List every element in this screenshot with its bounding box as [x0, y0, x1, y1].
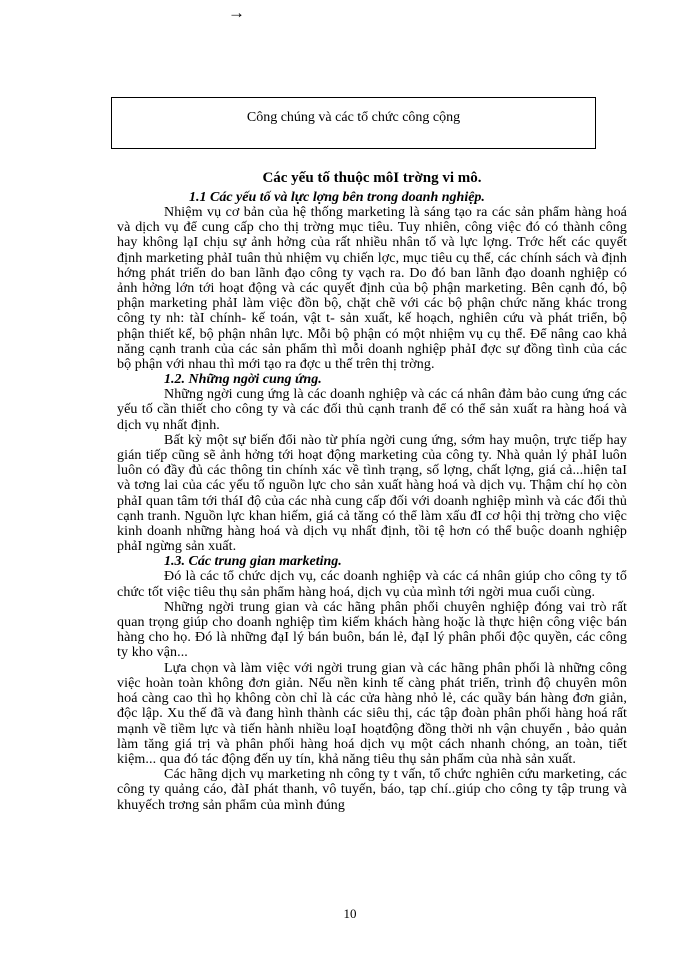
box-title: Công chúng và các tổ chức công cộng	[246, 110, 461, 125]
paragraph-3: Bất kỳ một sự biến đổi nào từ phía ngời cung ứng, sớm hay muộn, trực tiếp hay gián tiếp cũng sẽ ảnh hởng tới hoạt động marketing của công ty. Nhà quản lý phảI luôn luôn có đầy đủ các thông tin chính xác về tình trạng, số lợng, chất lợng, giá cả...hiện taI và tơng lai của các yếu tố nguồn lực cho sản xuất hàng hoá và dịch vụ. Thậm chí họ còn phảI quan tâm tới tháI độ của các nhà cung cấp đối với doanh nghiệp mình và các đối thủ cạnh tranh. Nguồn lực khan hiếm, giá cả tăng có thể làm xấu đI cơ hội thị trờng cho việc kinh doanh những hàng hoá và dịch vụ nhất định, tồi tệ hơn có thể buộc doanh nghiệp phảI ngừng sản xuất.	[117, 432, 627, 555]
title-box	[111, 97, 596, 149]
subsection-1-1: 1.1 Các yếu tố và lực lợng bên trong doanh nghiệp.	[189, 190, 485, 205]
section-title: Các yếu tố thuộc môI trờng vi mô.	[262, 170, 482, 186]
paragraph-6: Lựa chọn và làm việc với ngời trung gian và các hãng phân phối là những công việc hoàn toàn không đơn giản. Nếu nền kinh tế càng phát triển, trình độ chuyên môn hoá càng cao thì họ không còn chỉ là các cửa hàng nhỏ lẻ, các quầy bán hàng đơn giản, độc lập. Xu thế đã và đang hình thành các siêu thị, các tập đoàn phân phối hàng hoá rất mạnh về tiềm lực và tiến hành nhiều loạI hoạtđộng đồng thời nh vận chuyển , bảo quản làm tăng giá trị và phân phối hàng hoá dịch vụ một cách nhanh chóng, an toàn, tiết kiệm... qua đó tác động đến uy tín, khả năng tiêu thụ sản phẩm của nhà sản xuất.	[117, 660, 627, 767]
arrow-icon: →	[228, 3, 245, 22]
document-body	[117, 170, 627, 813]
paragraph-5: Những ngời trung gian và các hãng phân phối chuyên nghiệp đóng vai trò rất quan trọng giúp cho doanh nghiệp tìm kiếm khách hàng hoặc là thực hiện công việc bán hàng cho họ. Đó là những đạI lý bán buôn, bán lẻ, đạI lý phân phối độc quyền, các công ty kho vận...	[117, 599, 627, 661]
subsection-1-3: 1.3. Các trung gian marketing.	[164, 554, 342, 570]
subsection-1-2: 1.2. Những ngời cung ứng.	[164, 372, 322, 388]
paragraph-2: Những ngời cung ứng là các doanh nghiệp và các cá nhân đảm bảo cung ứng các yếu tố cần thiết cho công ty và các đối thủ cạnh tranh để có thể sản xuất ra hàng hoá và dịch vụ nhất định.	[117, 387, 627, 433]
page-number: 10	[343, 906, 357, 921]
paragraph-4: Đó là các tổ chức dịch vụ, các doanh nghiệp và các cá nhân giúp cho công ty tổ chức tốt việc tiêu thụ sản phẩm hàng hoá, dịch vụ của mình tới ngời mua cuối cùng.	[117, 569, 627, 600]
paragraph-1: Nhiệm vụ cơ bản của hệ thống marketing là sáng tạo ra các sản phẩm hàng hoá và dịch vụ để cung cấp cho thị trờng mục tiêu. Tuy nhiên, công việc đó có thành công hay không lạI chịu sự ảnh hởng của rất nhiều nhân tố và lực lợng. Trớc hết các quyết định marketing phảI tuân thủ nhiệm vụ chiến lợc, mục tiêu cụ thể, các chính sách và định hớng phát triển do ban lãnh đạo công ty vạch ra. Do đó ban lãnh đạo doanh nghiệp có ảnh hởng lớn tới hoạt động và các quyết định của bộ phận marketing. Bên cạnh đó, bộ phận marketing phảI làm việc đồn bộ, chặt chẽ với các bộ phận chức năng khác trong công ty nh: tàI chính- kế toán, vật t- sản xuất, kế hoạch, nghiên cứu và phát triển, bộ phận thiết kế, bộ phận nhân lực. Mỗi bộ phận có một nhiệm vụ cụ thể. Để nâng cao khả năng cạnh tranh của các sản phẩm thì mỗi doanh nghiệp phảI đợc sự đồng tình của các bộ phận với nhau thì mới tạo ra đợc u thế trên thị trờng.	[117, 205, 627, 373]
paragraph-7: Các hãng dịch vụ marketing nh công ty t vấn, tổ chức nghiên cứu marketing, các công ty quảng cáo, đàI phát thanh, vô tuyến, báo, tạp chí..giúp cho công ty tập trung và khuyếch trơng sản phẩm của mình đúng	[117, 767, 627, 813]
